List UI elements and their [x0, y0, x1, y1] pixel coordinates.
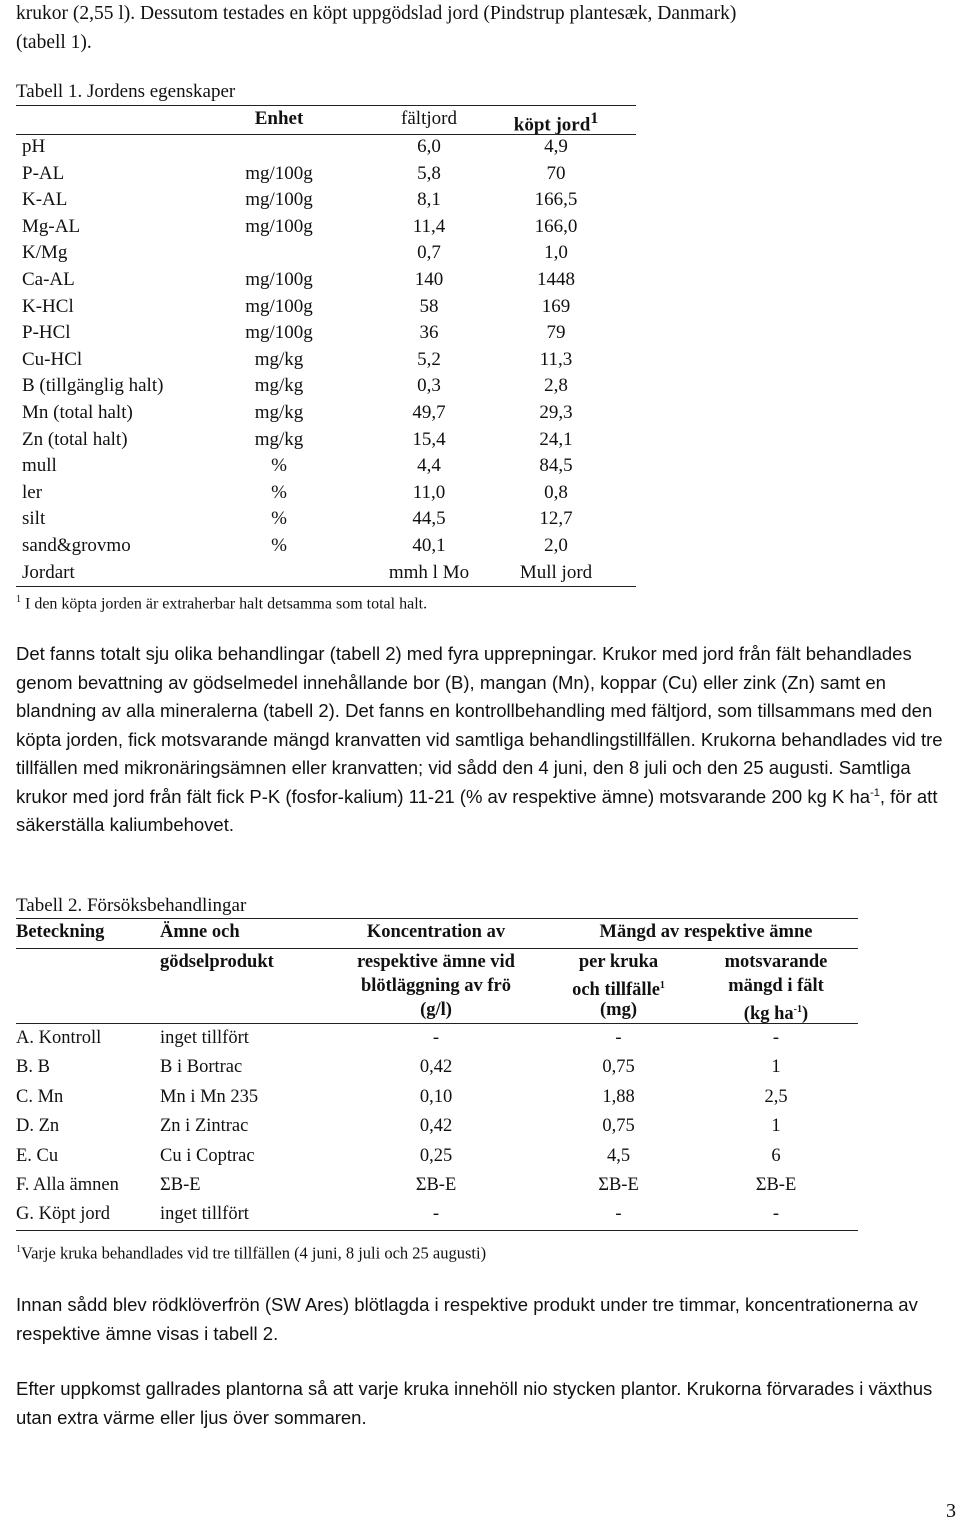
table1-header-kopt-jord-label: köpt jord — [513, 114, 591, 136]
table2-cell-beteckning: G. Köpt jord — [16, 1204, 111, 1225]
table1-cell-faltjord: 44,5 — [412, 508, 446, 530]
table1-cell-unit: mg/100g — [245, 322, 313, 344]
table1 — [16, 106, 636, 586]
table1-header-unit: Enhet — [254, 108, 304, 129]
table2-header-mangd-falt: mängd i fält — [728, 976, 824, 996]
table1-header-faltjord: fältjord — [401, 108, 457, 129]
table1-row — [16, 187, 636, 214]
table1-row — [16, 453, 636, 480]
table1-row — [16, 267, 636, 294]
table2-header-respektive: respektive ämne vid — [357, 952, 515, 972]
table1-row — [16, 373, 636, 400]
intro-line-1: krukor (2,55 l). Dessutom testades en köpt uppgödslad jord (Pindstrup plantesæk, Danmark) — [16, 3, 737, 24]
intro-line-2: (tabell 1). — [16, 31, 92, 53]
table2-cell-falt: 1 — [771, 1116, 781, 1137]
table1-cell-faltjord: 49,7 — [412, 401, 446, 423]
table2-subheader-rule — [16, 948, 858, 949]
paragraph-treatments-sup: -1 — [870, 786, 880, 799]
table1-cell-kopt-jord: 0,8 — [544, 481, 568, 503]
table2-cell-falt: 1 — [771, 1057, 781, 1078]
table1-header-sup: 1 — [590, 110, 599, 127]
table1-cell-unit: mg/100g — [245, 268, 313, 290]
table2-cell-per-kruka: - — [615, 1204, 622, 1225]
intro-text — [16, 0, 946, 57]
table1-cell-kopt-jord: 12,7 — [539, 508, 573, 530]
table1-row — [16, 214, 636, 241]
table2-header-unit-kgha-sup: -1 — [793, 1004, 803, 1015]
table2-header-godselprodukt: gödselprodukt — [160, 952, 274, 972]
table2-header-rule — [16, 1023, 858, 1024]
table1-row — [16, 560, 636, 587]
table1-cell-unit: % — [271, 481, 287, 503]
table1-cell-faltjord: 140 — [414, 268, 444, 290]
table1-cell-kopt-jord: 4,9 — [544, 136, 568, 157]
table1-row — [16, 400, 636, 427]
table1-header-rule — [16, 134, 636, 135]
table2-cell-falt: ΣB-E — [755, 1175, 797, 1195]
table2-header-blotlaggning: blötläggning av frö — [360, 976, 512, 996]
table2-cell-beteckning: D. Zn — [16, 1116, 60, 1137]
table1-cell-faltjord: 8,1 — [417, 189, 441, 211]
table1-cell-faltjord: 58 — [419, 295, 439, 317]
table1-footnote — [16, 590, 427, 614]
table1-cell-faltjord: 4,4 — [417, 455, 441, 477]
table2-row — [16, 1024, 858, 1053]
table1-row — [16, 320, 636, 347]
paragraph-treatments-main: Det fanns totalt sju olika behandlingar (tabell 2) med fyra upprepningar. Krukor med jord från fält behandlades genom bevattning av gödselmedel innehållande bor (B), mangan (Mn), koppar (Cu) eller zink (Zn) samt en blandning av alla mineralerna (tabell 2). Det fanns en kontrollbehandling med fältjord, som tillsammans med den köpta jorden, fick motsvarande mängd kranvatten vid samtliga behandlingstillfällen. Krukorna behandlades vid tre tillfällen med mikronäringsämnen eller kranvatten; vid sådd den 4 juni, den 8 juli och den 25 augusti. Samtliga krukor med jord från fält fick P-K (fosfor-kalium) 11-21 (% av respektive ämne) motsvarande 200 kg K ha — [16, 643, 943, 807]
table2-caption: Tabell 2. Försöksbehandlingar — [16, 895, 247, 916]
table2-cell-koncentration: 0,42 — [419, 1057, 453, 1078]
table2-cell-per-kruka: 0,75 — [602, 1057, 635, 1078]
table1-cell-kopt-jord: 84,5 — [539, 455, 573, 477]
table2-header-beteckning: Beteckning — [16, 922, 105, 942]
table1-cell-unit: mg/100g — [245, 215, 313, 237]
table1-cell-kopt-jord: 70 — [546, 162, 566, 184]
table2-cell-koncentration: - — [432, 1028, 440, 1048]
table2-cell-falt: 2,5 — [764, 1086, 788, 1107]
table1-header-row — [16, 106, 636, 134]
table1-cell-property: K-AL — [22, 189, 68, 211]
table1-cell-unit: mg/100g — [245, 295, 313, 317]
table1-cell-property: pH — [22, 136, 46, 157]
table2-cell-beteckning: C. Mn — [16, 1086, 64, 1107]
table1-cell-property: P-AL — [22, 162, 65, 184]
table1-row — [16, 506, 636, 533]
table1-cell-kopt-jord: 29,3 — [539, 401, 573, 423]
table2-cell-amne: inget tillfört — [160, 1028, 249, 1048]
table1-cell-kopt-jord: 166,0 — [534, 215, 578, 237]
table2-cell-amne: ΣB-E — [160, 1175, 201, 1195]
table1-cell-faltjord: 6,0 — [417, 136, 441, 157]
table1-cell-faltjord: 11,4 — [412, 215, 446, 237]
table2-header-tillfalle-sup: 1 — [659, 980, 665, 991]
table1-cell-faltjord: 5,2 — [417, 348, 441, 370]
table1-cell-kopt-jord: 166,5 — [534, 189, 578, 211]
table2-header-mangd: Mängd av respektive ämne — [599, 922, 813, 942]
table1-cell-faltjord: 0,3 — [417, 375, 441, 397]
table1-cell-property: Cu-HCl — [22, 348, 83, 370]
table2-cell-koncentration: 0,25 — [419, 1145, 453, 1166]
table1-cell-property: Ca-AL — [22, 268, 75, 290]
table1-cell-faltjord: 5,8 — [417, 162, 441, 184]
table2-header-amne: Ämne och — [160, 922, 240, 942]
table1-cell-kopt-jord: 2,0 — [544, 534, 568, 556]
table1-cell-property: Jordart — [22, 561, 75, 583]
table2-footnote-mark: 1 — [16, 1244, 21, 1255]
table1-cell-property: K-HCl — [22, 295, 74, 317]
table2-cell-koncentration: 0,10 — [419, 1086, 453, 1107]
table2-cell-amne: Mn i Mn 235 — [160, 1086, 259, 1107]
table2-cell-per-kruka: 1,88 — [602, 1086, 635, 1107]
table1-caption: Tabell 1. Jordens egenskaper — [16, 81, 236, 102]
table1-cell-property: ler — [22, 481, 43, 503]
table2-header-unit-mg: (mg) — [600, 1000, 637, 1020]
table1-cell-unit: mg/100g — [245, 189, 313, 211]
table2-footnote — [16, 1240, 486, 1264]
table2-bottom-rule — [16, 1230, 858, 1231]
paragraph-soaking: Innan sådd blev rödklöverfrön (SW Ares) blötlagda i respektive produkt under tre timmar, koncentrationerna av respektive ämne visas i tabell 2. — [16, 1294, 918, 1344]
table2-cell-per-kruka: 0,75 — [602, 1116, 635, 1137]
table2-cell-koncentration: ΣB-E — [415, 1175, 457, 1195]
table1-body — [16, 134, 636, 586]
table1-cell-faltjord: 0,7 — [417, 242, 441, 264]
table2-cell-koncentration: 0,42 — [419, 1116, 453, 1137]
table2-cell-amne: inget tillfört — [160, 1204, 249, 1225]
table1-footnote-text: I den köpta jorden är extraherbar halt detsamma som total halt. — [21, 595, 428, 613]
table1-cell-kopt-jord: 1448 — [537, 268, 575, 290]
paragraph-treatments-end: , för att säkerställa kaliumbehovet. — [16, 785, 938, 835]
paragraph-thinning: Efter uppkomst gallrades plantorna så att varje kruka innehöll nio stycken plantor. Krukorna förvarades i växthus utan extra värme eller ljus över sommaren. — [16, 1378, 933, 1428]
table2-cell-per-kruka: 4,5 — [606, 1145, 631, 1166]
table1-cell-property: P-HCl — [22, 322, 71, 344]
table1-cell-kopt-jord: 2,8 — [544, 375, 568, 397]
table1-cell-property: sand&grovmo — [22, 534, 131, 556]
page-number: 3 — [946, 1500, 956, 1522]
table1-bottom-rule — [16, 586, 636, 587]
table2-header-motsvarande: motsvarande — [724, 952, 828, 972]
table2-cell-per-kruka: ΣB-E — [598, 1175, 639, 1195]
table2-cell-amne: B i Bortrac — [160, 1057, 243, 1078]
table1-cell-kopt-jord: 11,3 — [539, 348, 573, 370]
table2-header-unit-kgha — [701, 998, 851, 1026]
table2-cell-beteckning: F. Alla ämnen — [16, 1175, 119, 1195]
table1-cell-faltjord: 40,1 — [412, 534, 446, 556]
table2-row — [16, 1112, 858, 1141]
table2-cell-koncentration: - — [432, 1204, 440, 1225]
table2-cell-amne: Cu i Coptrac — [160, 1145, 255, 1166]
table1-cell-property: K/Mg — [22, 242, 68, 264]
table1-cell-property: Mn (total halt) — [22, 401, 133, 423]
table1-cell-unit: mg/kg — [254, 401, 304, 423]
table2-cell-beteckning: E. Cu — [16, 1145, 59, 1166]
table1-cell-faltjord: mmh l Mo — [388, 561, 470, 583]
table1-cell-unit: mg/100g — [245, 162, 313, 184]
table2-cell-amne: Zn i Zintrac — [160, 1116, 249, 1137]
table1-cell-kopt-jord: 1,0 — [544, 242, 568, 264]
table1-cell-faltjord: 15,4 — [412, 428, 446, 450]
table2-header-koncentration: Koncentration av — [366, 922, 506, 942]
table2-cell-falt: - — [772, 1204, 780, 1225]
table1-row — [16, 347, 636, 374]
table1-cell-property: Zn (total halt) — [22, 428, 128, 450]
table1-cell-kopt-jord: 169 — [541, 295, 571, 317]
table2-header-tillfalle-label: och tillfälle — [572, 980, 660, 1001]
table1-row — [16, 134, 636, 161]
table2-header-unit-gl: (g/l) — [420, 1000, 452, 1020]
table2-row — [16, 1142, 858, 1171]
table2-row — [16, 1053, 858, 1082]
table1-cell-kopt-jord: 24,1 — [539, 428, 573, 450]
table1-row — [16, 161, 636, 188]
table2-footnote-text: Varje kruka behandlades vid tre tillfällen (4 juni, 8 juli och 25 augusti) — [21, 1243, 487, 1263]
table1-cell-kopt-jord: 79 — [546, 322, 566, 344]
table1-row — [16, 294, 636, 321]
table1-cell-unit: % — [271, 508, 287, 530]
table1-cell-property: mull — [22, 455, 57, 477]
table2-header-unit-kgha-post: ) — [802, 1004, 809, 1025]
table2-row — [16, 1083, 858, 1112]
table2-cell-falt: - — [772, 1028, 780, 1048]
table2-row — [16, 1200, 858, 1229]
table1-cell-property: B (tillgänglig halt) — [22, 375, 164, 397]
table1-footnote-mark: 1 — [16, 594, 21, 605]
table1-row — [16, 427, 636, 454]
table2-cell-beteckning: A. Kontroll — [16, 1028, 102, 1048]
table1-row — [16, 533, 636, 560]
table1-cell-property: silt — [22, 508, 46, 530]
table1-cell-faltjord: 11,0 — [412, 481, 446, 503]
table1-cell-unit: mg/kg — [254, 375, 304, 397]
table1-cell-faltjord: 36 — [419, 322, 439, 344]
paragraph-treatments — [16, 640, 946, 840]
table2-cell-beteckning: B. B — [16, 1057, 50, 1078]
table1-cell-unit: mg/kg — [254, 428, 304, 450]
table1-row — [16, 480, 636, 507]
table1-cell-unit: % — [271, 534, 287, 556]
table2-cell-per-kruka: - — [615, 1028, 622, 1048]
table1-cell-unit: % — [271, 455, 287, 477]
table1-cell-property: Mg-AL — [22, 215, 81, 237]
table1-cell-unit: mg/kg — [254, 348, 304, 370]
table2-top-rule — [16, 918, 858, 919]
table1-row — [16, 240, 636, 267]
table1-cell-kopt-jord: Mull jord — [519, 561, 593, 583]
table2-cell-falt: 6 — [771, 1145, 781, 1166]
table2-row — [16, 1171, 858, 1200]
table2-header-per-kruka: per kruka — [578, 952, 659, 972]
table2-header-unit-kgha-pre: (kg ha — [743, 1004, 794, 1025]
